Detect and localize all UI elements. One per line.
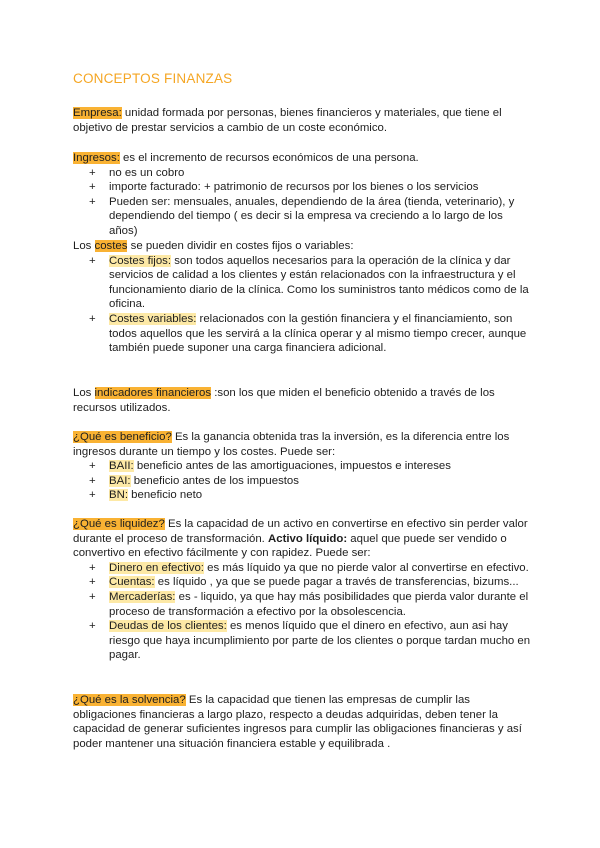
- section-beneficio: [73, 430, 533, 503]
- beneficio-term: ¿Qué es beneficio?: [73, 431, 172, 443]
- list-item: [73, 590, 533, 619]
- page-title: CONCEPTOS FINANZAS: [73, 71, 233, 86]
- liquidez-item-text: es más líquido ya que no pierde valor al convertirse en efectivo.: [203, 561, 529, 574]
- beneficio-item-text: beneficio antes de los impuestos: [130, 474, 299, 487]
- list-item: [73, 459, 533, 474]
- costes-pre: Los: [73, 240, 95, 252]
- section-liquidez: [73, 517, 533, 663]
- ingresos-text: es el incremento de recursos económicos de una persona.: [119, 152, 419, 164]
- list-item: + no es un cobro: [73, 166, 533, 181]
- ingresos-term: Ingresos:: [73, 152, 120, 164]
- costes-fijos-term: Costes fijos:: [109, 254, 172, 267]
- beneficio-item-term: BN:: [109, 489, 128, 502]
- beneficio-list: [73, 459, 533, 503]
- ingresos-paragraph: [73, 151, 533, 166]
- section-costes: [73, 239, 533, 356]
- beneficio-paragraph: [73, 430, 533, 459]
- empresa-term: Empresa:: [73, 107, 122, 119]
- costes-variables-text: relacionados con la gestión financiera y el financiamiento, son todos aquellos que les servirá a la clínica operar y al mismo tiempo crecer, aunque también puede suponer una carga financiera adicional.: [109, 312, 527, 355]
- ingresos-list: [73, 166, 533, 239]
- activo-liquido-label: Activo líquido:: [268, 532, 348, 545]
- liquidez-item-term: Dinero en efectivo:: [109, 561, 204, 574]
- costes-term: costes: [94, 240, 128, 252]
- beneficio-text: Es la ganancia obtenida tras la inversión, es la diferencia entre los ingresos durante un tiempo y los costes. Puede ser:: [73, 431, 510, 458]
- solvencia-text: Es la capacidad que tienen las empresas de cumplir las obligaciones financieras a largo plazo, respecto a deudas adquiridas, deben tener la capacidad de generar suficientes ingresos para cumplir las obligaciones financieras y así poder mantener una situación financiera estable y equilibrada .: [73, 694, 522, 750]
- liquidez-item-text: es líquido , ya que se puede pagar a través de transferencias, bizums...: [154, 576, 519, 589]
- liquidez-item-term: Cuentas:: [109, 576, 155, 589]
- indicadores-pre: Los: [73, 387, 95, 399]
- list-item: [73, 575, 533, 590]
- liquidez-item-text: es - liquido, ya que hay más posibilidades que pierda valor durante el proceso de transformación a efectivo por la obsolescencia.: [109, 590, 529, 618]
- section-solvencia: [73, 693, 533, 751]
- list-item: + Pueden ser: mensuales, anuales, dependiendo de la área (tienda, veterinario), y dependiendo del tiempo ( es decir si la empresa va creciendo a lo largo de los años): [73, 195, 533, 239]
- indicadores-paragraph: [73, 386, 533, 415]
- solvencia-paragraph: [73, 693, 533, 751]
- liquidez-list: [73, 561, 533, 663]
- costes-post: se pueden dividir en costes fijos o variables:: [127, 240, 354, 252]
- solvencia-term: ¿Qué es la solvencia?: [73, 694, 186, 706]
- costes-list: [73, 254, 533, 356]
- liquidez-text-2: aquel que puede ser vendido o convertivo en efectivo fácilmente y con rapidez. Puede ser:: [73, 532, 507, 560]
- list-item: [73, 561, 533, 576]
- list-item-costes-variables: [73, 312, 533, 356]
- empresa-text: unidad formada por personas, bienes financieros y materiales, que tiene el objetivo de prestar servicios a cambio de un coste económico.: [73, 107, 502, 134]
- liquidez-item-term: Mercaderías:: [109, 590, 176, 603]
- list-item: [73, 619, 533, 663]
- list-item: + importe facturado: + patrimonio de recursos por los bienes o los servicios: [73, 180, 533, 195]
- indicadores-term: indicadores financieros: [94, 387, 212, 399]
- section-ingresos: [73, 151, 533, 239]
- list-item: [73, 488, 533, 503]
- empresa-paragraph: [73, 106, 533, 135]
- liquidez-item-term: Deudas de los clientes:: [109, 620, 227, 633]
- costes-fijos-text: son todos aquellos necesarios para la operación de la clínica y dar servicios de calidad a los clientes y están relacionados con la infraestructura y el funcionamiento diario de la clínica. Como los suministros tanto médicos como de la oficina.: [109, 254, 529, 311]
- beneficio-item-text: beneficio neto: [128, 489, 203, 502]
- indicadores-post: :son los que miden el beneficio obtenido a través de los recursos utilizados.: [73, 387, 495, 414]
- beneficio-item-text: beneficio antes de las amortiguaciones, impuestos e intereses: [133, 460, 451, 473]
- liquidez-term: ¿Qué es liquidez?: [73, 518, 165, 530]
- liquidez-paragraph: [73, 517, 533, 561]
- list-item-costes-fijos: [73, 254, 533, 312]
- section-indicadores: [73, 386, 533, 415]
- costes-paragraph: [73, 239, 533, 254]
- liquidez-text-1: Es la capacidad de un activo en convertirse en efectivo sin perder valor durante el proceso de transformación.: [73, 518, 528, 545]
- beneficio-item-term: BAI:: [109, 474, 131, 487]
- costes-variables-term: Costes variables:: [109, 312, 197, 325]
- beneficio-item-term: BAII:: [109, 460, 134, 473]
- liquidez-item-text: es menos líquido que el dinero en efectivo, aun asi hay riesgo que haya incumplimiento por parte de los clientes o porque tardan mucho en pagar.: [109, 620, 531, 662]
- section-empresa: [73, 106, 533, 135]
- list-item: [73, 474, 533, 489]
